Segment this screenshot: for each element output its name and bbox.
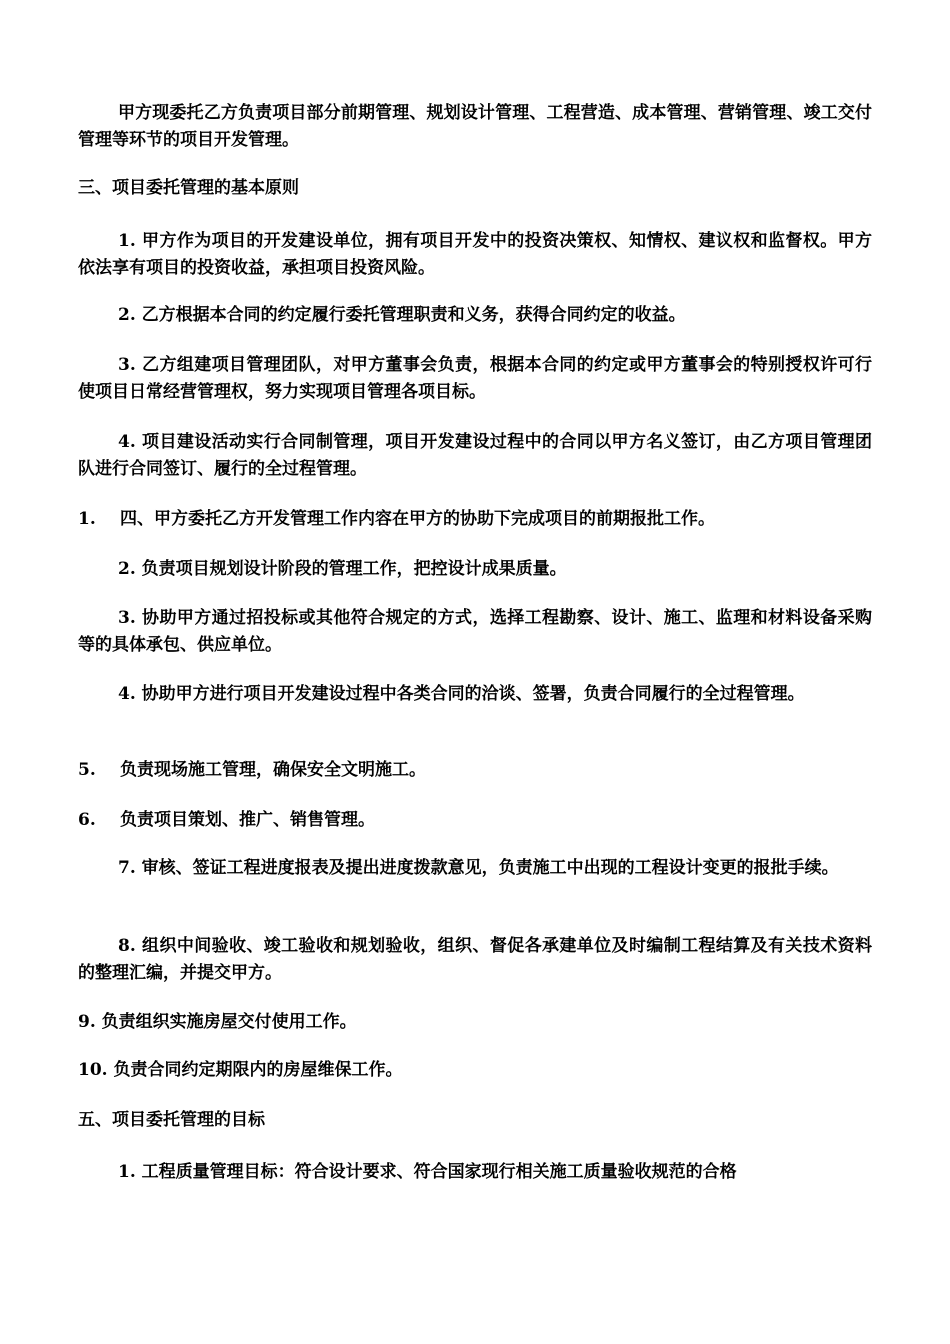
paragraph-intro: 甲方现委托乙方负责项目部分前期管理、规划设计管理、工程营造、成本管理、营销管理、竣工交付管理等环节的项目开发管理。 <box>78 103 872 150</box>
list-number: 6. <box>78 810 96 830</box>
list-number: 5. <box>78 760 96 780</box>
paragraph-principle-1: 1. 甲方作为项目的开发建设单位，拥有项目开发中的投资决策权、知情权、建议权和监督权。甲方依法享有项目的投资收益，承担项目投资风险。 <box>78 231 872 278</box>
paragraph-principle-4: 4. 项目建设活动实行合同制管理，项目开发建设过程中的合同以甲方名义签订，由乙方项目管理团队进行合同签订、履行的全过程管理。 <box>78 432 872 479</box>
section-heading-3: 三、项目委托管理的基本原则 <box>78 178 299 198</box>
paragraph-scope-8: 8. 组织中间验收、竣工验收和规划验收，组织、督促各承建单位及时编制工程结算及有关技术资料的整理汇编，并提交甲方。 <box>78 936 872 983</box>
paragraph-goal-1: 1. 工程质量管理目标：符合设计要求、符合国家现行相关施工质量验收规范的合格 <box>118 1162 737 1182</box>
list-item-scope-1 <box>78 506 872 533</box>
paragraph-scope-7: 7. 审核、签证工程进度报表及提出进度拨款意见，负责施工中出现的工程设计变更的报批手续。 <box>118 858 839 878</box>
paragraph-principle-2: 2. 乙方根据本合同的约定履行委托管理职责和义务，获得合同约定的收益。 <box>118 305 686 325</box>
paragraph-principle-3: 3. 乙方组建项目管理团队，对甲方董事会负责，根据本合同的约定或甲方董事会的特别授权许可行使项目日常经营管理权，努力实现项目管理各项目标。 <box>78 355 872 402</box>
paragraph-scope-2: 2. 负责项目规划设计阶段的管理工作，把控设计成果质量。 <box>118 559 567 579</box>
list-item-text: 负责项目策划、推广、销售管理。 <box>120 810 375 830</box>
paragraph-scope-9: 9. 负责组织实施房屋交付使用工作。 <box>78 1012 357 1032</box>
section-heading-5: 五、项目委托管理的目标 <box>78 1110 265 1130</box>
list-number: 1. <box>78 509 96 529</box>
paragraph-scope-3: 3. 协助甲方通过招投标或其他符合规定的方式，选择工程勘察、设计、施工、监理和材料设备采购等的具体承包、供应单位。 <box>78 608 872 655</box>
paragraph-scope-10: 10. 负责合同约定期限内的房屋维保工作。 <box>78 1060 403 1080</box>
list-item-scope-5 <box>78 757 872 784</box>
list-item-text: 四、甲方委托乙方开发管理工作内容在甲方的协助下完成项目的前期报批工作。 <box>120 509 715 529</box>
paragraph-scope-4: 4. 协助甲方进行项目开发建设过程中各类合同的洽谈、签署，负责合同履行的全过程管理。 <box>118 684 805 704</box>
list-item-text: 负责现场施工管理，确保安全文明施工。 <box>120 760 426 780</box>
list-item-scope-6 <box>78 807 872 834</box>
